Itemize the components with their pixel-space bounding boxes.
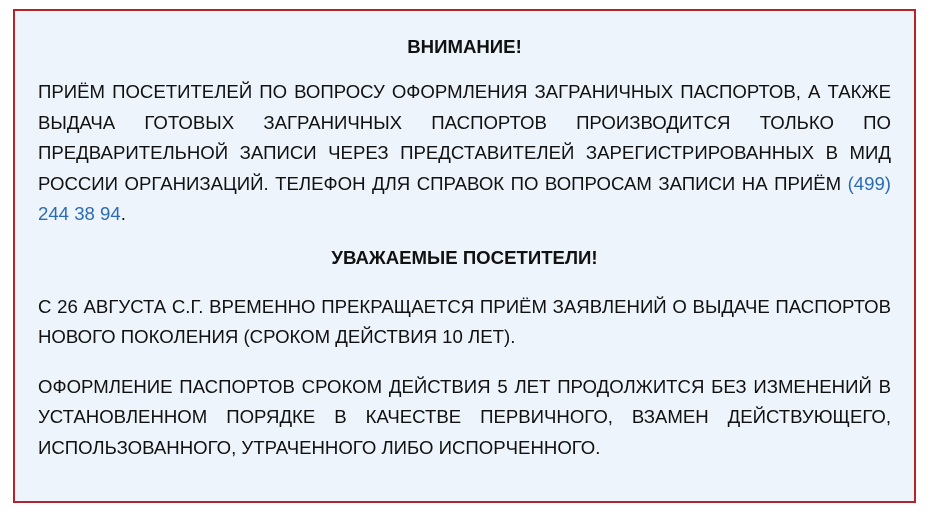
notice-paragraph-suspension: С 26 АВГУСТА С.Г. ВРЕМЕННО ПРЕКРАЩАЕТСЯ ПРИЁМ ЗАЯВЛЕНИЙ О ВЫДАЧЕ ПАСПОРТОВ НОВОГО ПОКОЛЕНИЯ (СРОКОМ ДЕЙСТВИЯ 10 ЛЕТ).	[38, 295, 891, 347]
appointment-text: ПРИЁМ ПОСЕТИТЕЛЕЙ ПО ВОПРОСУ ОФОРМЛЕНИЯ ЗАГРАНИЧНЫХ ПАСПОРТОВ, А ТАКЖЕ ВЫДАЧА ГОТОВЫХ ЗАГРАНИЧНЫХ ПАСПОРТОВ ПРОИЗВОДИТСЯ ТОЛЬКО ПО ПРЕДВАРИТЕЛЬНОЙ ЗАПИСИ ЧЕРЕЗ ПРЕДСТАВИТЕЛЕЙ ЗАРЕГИСТРИРОВАННЫХ В МИД РОССИИ ОРГАНИЗАЦИЙ. ТЕЛЕФОН ДЛЯ СПРАВОК ПО ВОПРОСАМ ЗАПИСИ НА ПРИЁМ	[38, 81, 891, 194]
phone-link[interactable]: (499) 244 38 94	[38, 172, 891, 224]
notice-heading-attention: ВНИМАНИЕ!	[407, 36, 522, 57]
appointment-text-end: .	[120, 203, 126, 224]
notice-heading-visitors: УВАЖАЕМЫЕ ПОСЕТИТЕЛИ!	[331, 246, 598, 268]
notice-box	[13, 9, 916, 503]
notice-paragraph-five-year: ОФОРМЛЕНИЕ ПАСПОРТОВ СРОКОМ ДЕЙСТВИЯ 5 ЛЕТ ПРОДОЛЖИТСЯ БЕЗ ИЗМЕНЕНИЙ В УСТАНОВЛЕННОМ ПОРЯДКЕ В КАЧЕСТВЕ ПЕРВИЧНОГО, ВЗАМЕН ДЕЙСТВУЮЩЕГО, ИСПОЛЬЗОВАННОГО, УТРАЧЕННОГО ЛИБО ИСПОРЧЕННОГО.	[38, 375, 891, 458]
notice-paragraph-appointment	[38, 77, 891, 230]
